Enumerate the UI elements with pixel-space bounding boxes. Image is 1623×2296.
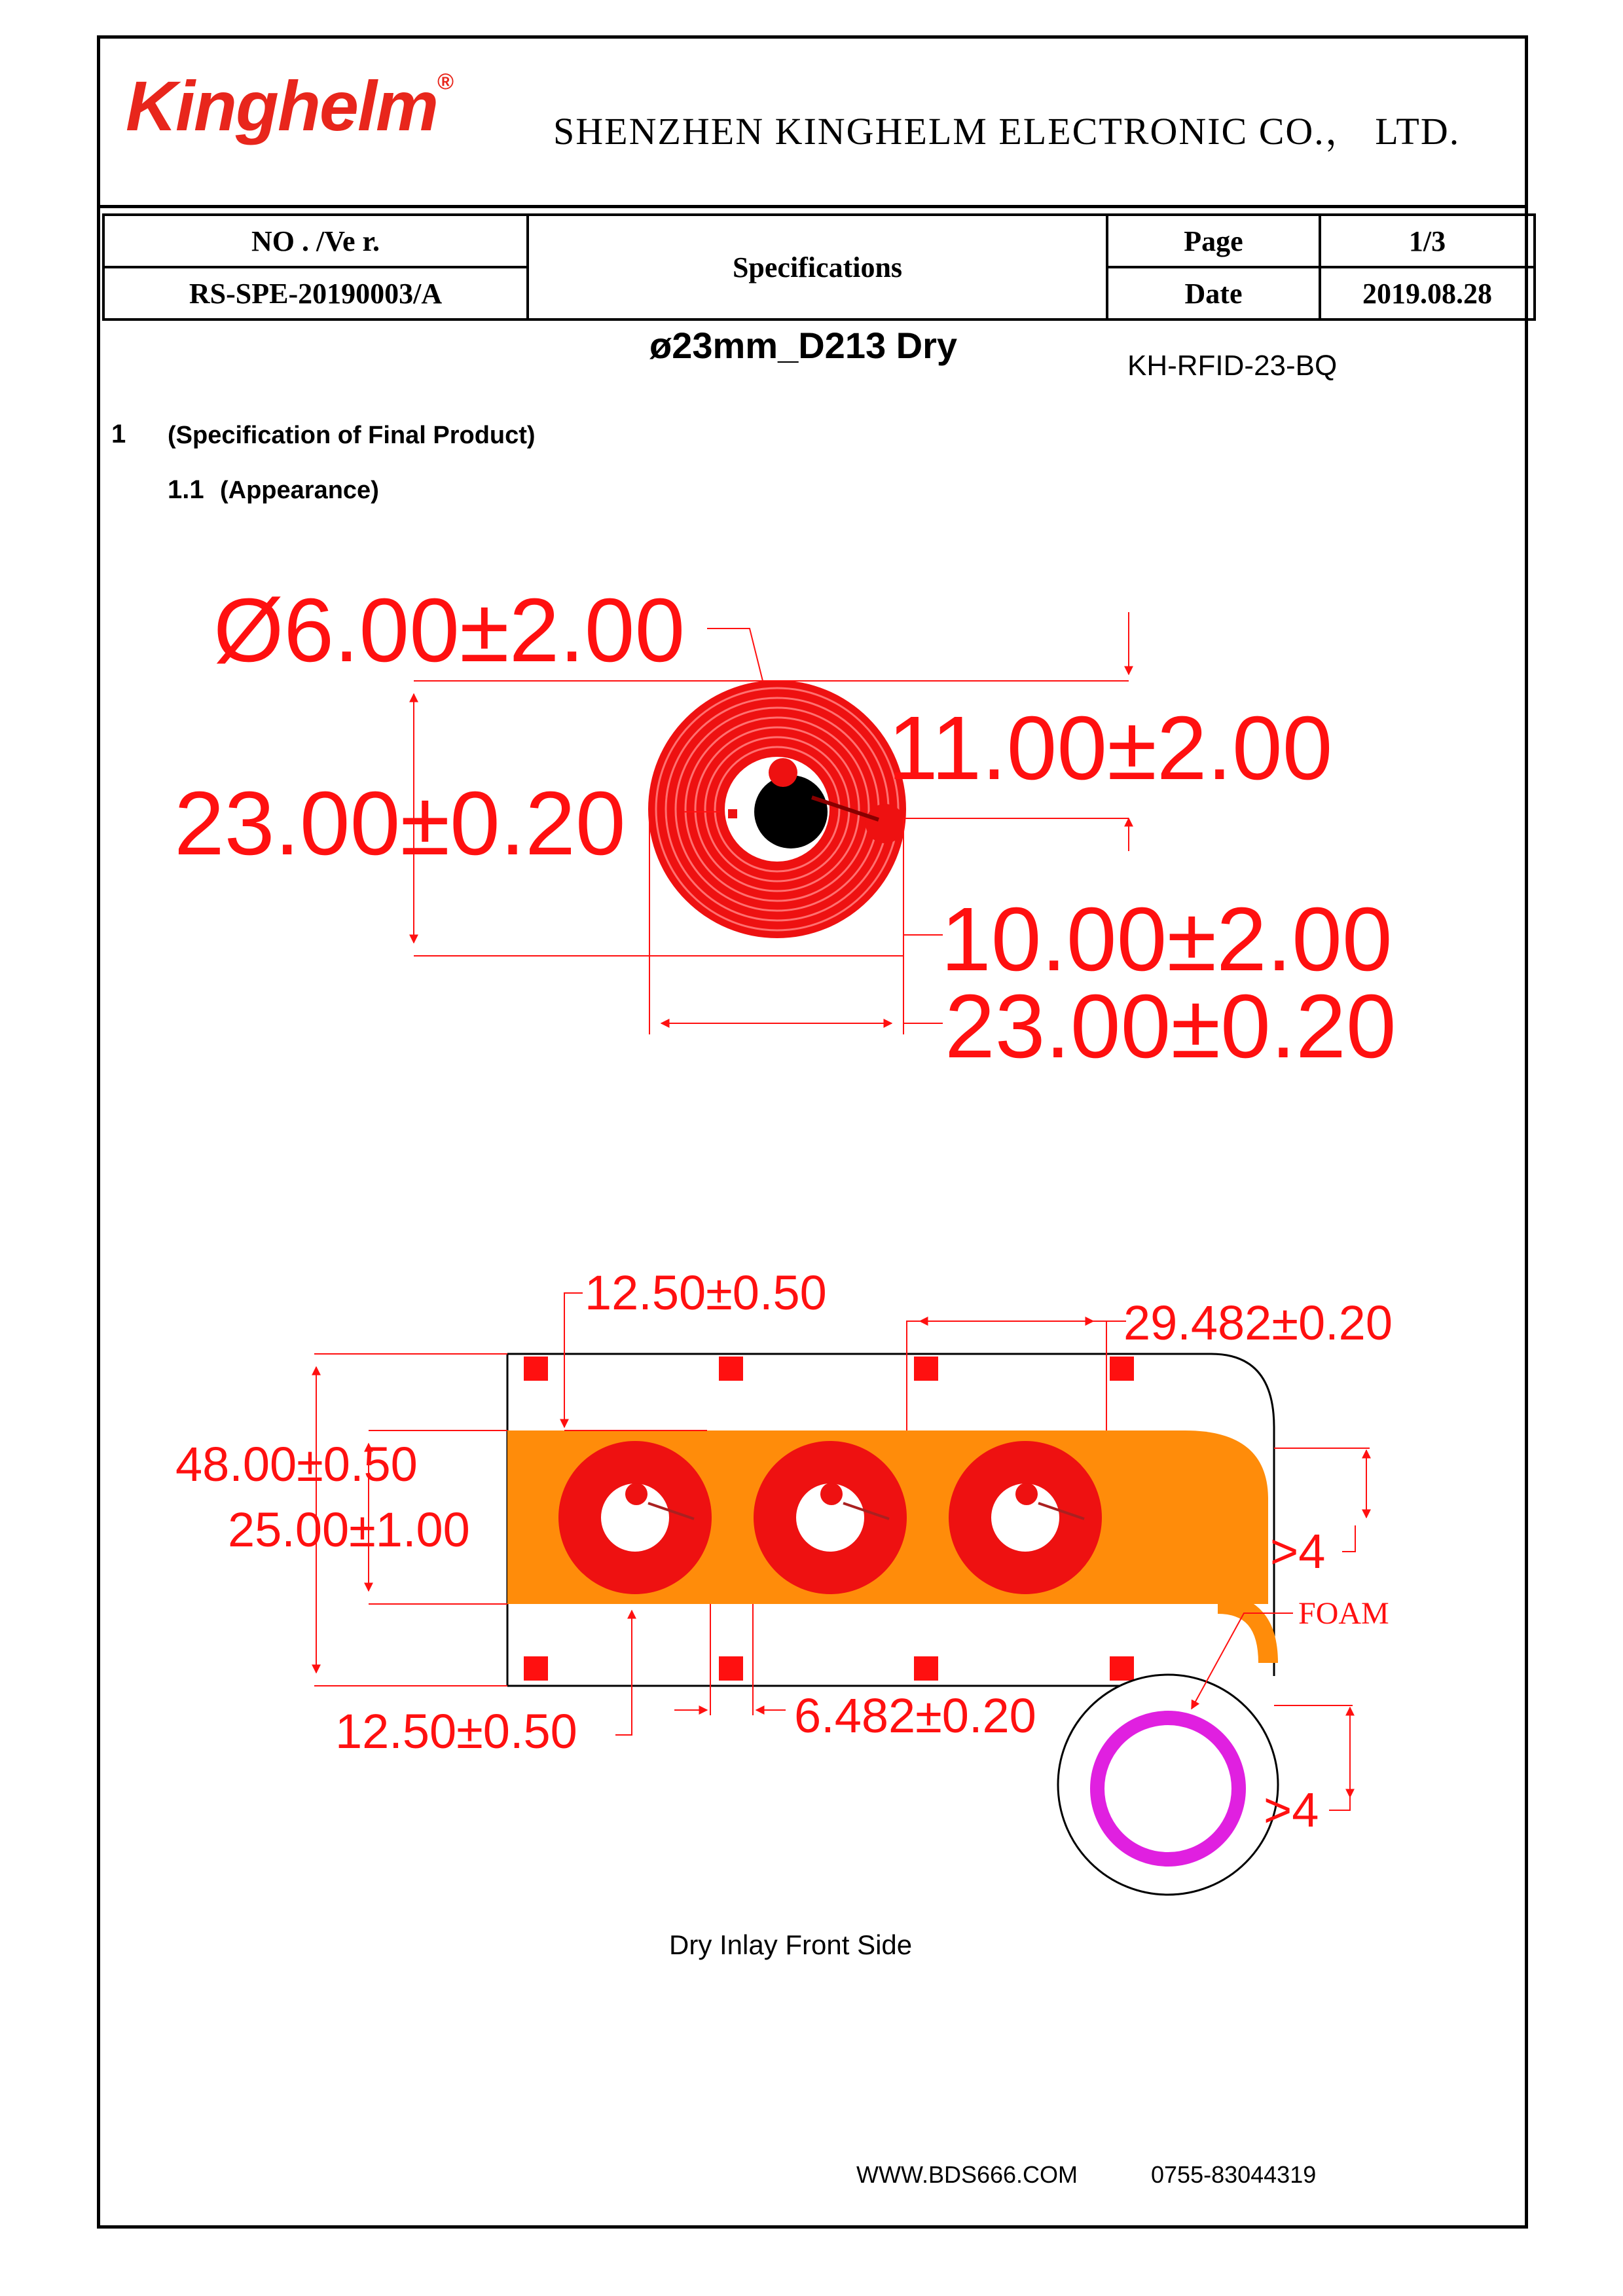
dim-inlay-height: 23.00±0.20 [174, 773, 626, 874]
foam-label: FOAM [1298, 1596, 1389, 1631]
inlay-3 [949, 1441, 1102, 1594]
registered-mark: ® [437, 69, 453, 94]
reel-strip-drawing [314, 1293, 1370, 1895]
inlay-1 [558, 1441, 712, 1594]
section-number: 1 [111, 420, 126, 448]
no-ver-label: NO . /Ve r. [103, 215, 528, 267]
company-name: SHENZHEN KINGHELM ELECTRONIC CO.， LTD. [553, 110, 1461, 153]
inlay-2 [754, 1441, 907, 1594]
sensor-mark [719, 1357, 743, 1381]
dim-hole-diameter: Ø6.00±2.00 [213, 580, 685, 681]
sensor-mark [914, 1656, 938, 1681]
dim-pitch-right: 29.482±0.20 [1123, 1296, 1393, 1350]
dim-pitch-top: 12.50±0.50 [585, 1266, 827, 1320]
dim-upper-offset: 11.00±2.00 [888, 698, 1333, 799]
sensor-mark [1110, 1656, 1134, 1681]
part-number: KH-RFID-23-BQ [1127, 350, 1338, 382]
page-label: Page [1107, 215, 1320, 267]
dim-gap: 6.482±0.20 [794, 1688, 1036, 1743]
footer-phone: 0755-83044319 [1151, 2161, 1317, 2188]
sensor-mark [719, 1656, 743, 1681]
dim-total-height: 48.00±0.50 [175, 1437, 418, 1491]
logo-text: Kinghelm [126, 66, 438, 145]
dim-inlay-width: 23.00±0.20 [945, 976, 1396, 1077]
section-title: (Specification of Final Product) [168, 422, 536, 449]
chip-hole [754, 775, 828, 848]
sensor-mark [524, 1357, 548, 1381]
page-value: 1/3 [1320, 215, 1535, 267]
date-label: Date [1107, 267, 1320, 319]
subsection-number: 1.1 [168, 475, 204, 504]
dim-clearance-a: >4 [1270, 1524, 1326, 1578]
sensor-mark [524, 1656, 548, 1681]
no-ver-value: RS-SPE-20190003/A [103, 267, 528, 319]
sensor-mark [914, 1357, 938, 1381]
date-value: 2019.08.28 [1320, 267, 1535, 319]
dim-clearance-b: >4 [1264, 1783, 1319, 1837]
dim-lower-offset: 10.00±2.00 [941, 889, 1393, 990]
dim-pitch-bottom: 12.50±0.50 [335, 1704, 577, 1758]
doc-type: Specifications [528, 215, 1107, 319]
drawing-caption: Dry Inlay Front Side [669, 1929, 913, 1960]
subsection-title: (Appearance) [220, 477, 379, 504]
dim-band-height: 25.00±1.00 [228, 1503, 470, 1557]
sensor-mark [1110, 1357, 1134, 1381]
product-title: ø23mm_D213 Dry [649, 325, 958, 366]
footer-website: WWW.BDS666.COM [856, 2161, 1078, 2188]
antenna-coil [648, 680, 906, 938]
